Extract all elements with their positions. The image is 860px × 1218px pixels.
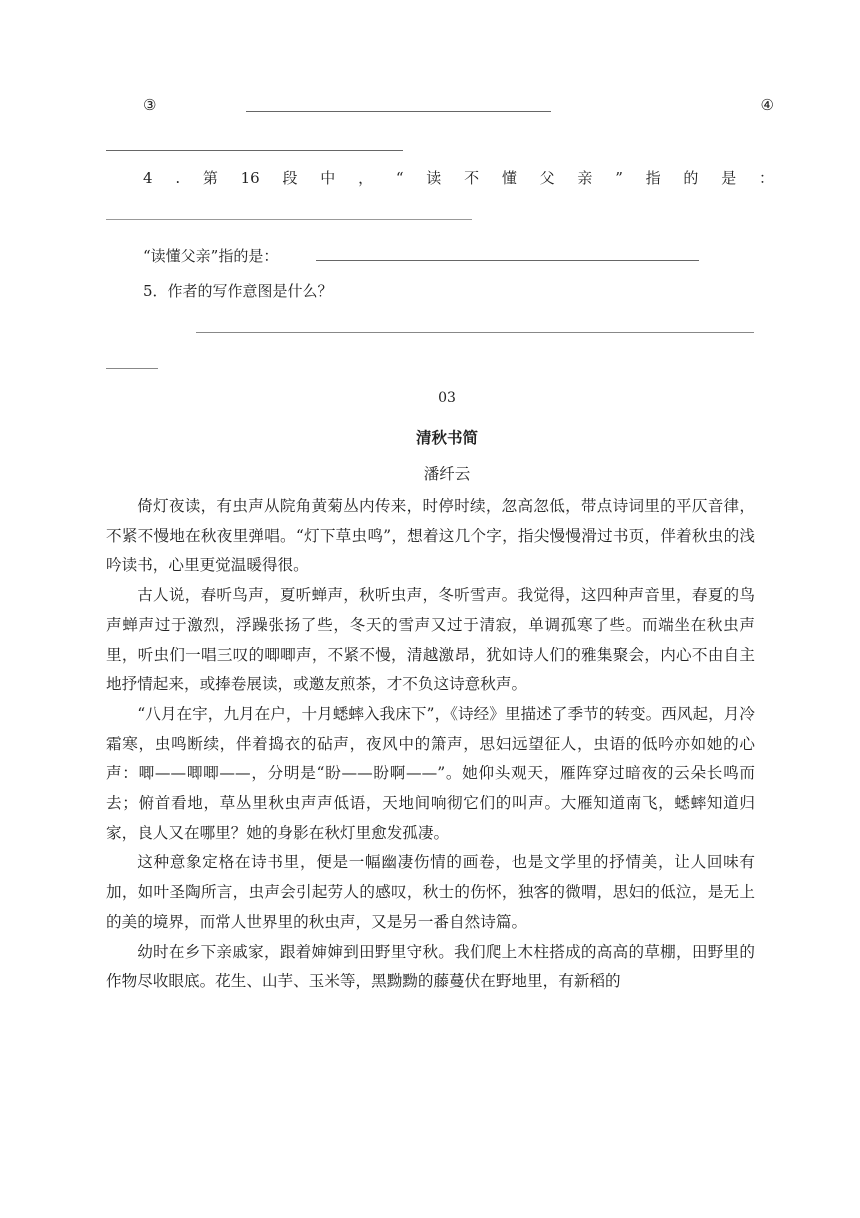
question-4-char: 段 [282,169,298,187]
answer-blank-q5b [106,368,158,369]
question-4-char: 第 [202,169,218,187]
article-paragraph: 幼时在乡下亲戚家，跟着婶婶到田野里守秋。我们爬上木柱搭成的高高的草棚，田野里的作物尽收眼底。花生、山芋、玉米等，黑黝黝的藤蔓伏在野地里，有新稻的 [106,942,755,991]
question-5: 5．作者的写作意图是什么？ [143,282,333,300]
article-title: 清秋书简 [415,428,478,447]
question-4-char: 4 [143,169,153,187]
question-4-char: 指 [645,169,661,187]
article-number: 03 [438,390,456,406]
answer-blank-3 [246,111,551,112]
question-4-char: ” [615,169,623,187]
question-4-char: 中 [320,169,336,187]
answer-blank-q4b [316,260,699,261]
question-4-char: 16 [240,169,260,187]
answer-blank-4 [106,150,403,151]
answer-blank-q5a [196,332,754,333]
answer-blank-q4a [106,219,472,220]
question-4-char: 亲 [577,169,593,187]
article-paragraph: “八月在宇，九月在户，十月蟋蟀入我床下”，《诗经》里描述了季节的转变。西风起，月冷霜寒，虫鸣断续，伴着捣衣的砧声，夜风中的箫声，思妇远望征人，虫语的低吟亦如她的心声：唧——唧唧——，分明是“盼——盼啊——”。她仰头观天，雁阵穿过暗夜的云朵长鸣而去；俯首看地，草丛里秋虫声声低语，天地间响彻它们的叫声。大雁知道南飞，蟋蟀知道归家，良人又在哪里？她的身影在秋灯里愈发孤凄。 [106,704,755,842]
question-4-char: ： [758,169,774,187]
question-4-char: ， [358,169,374,187]
circled-marker-4: ④ [760,96,774,114]
circled-marker-3: ③ [143,96,157,114]
question-4 [143,168,774,188]
article-paragraph: 倚灯夜读，有虫声从院角黄菊丛内传来，时停时续，忽高忽低，带点诗词里的平仄音律，不紧不慢地在秋夜里弹唱。“灯下草虫鸣”，想着这几个字，指尖慢慢滑过书页，伴着秋虫的浅吟读书，心里更觉温暖得很。 [106,497,755,575]
article-author: 潘纤云 [423,465,471,483]
question-4-char: 不 [464,169,480,187]
article-paragraph: 这种意象定格在诗书里，便是一幅幽凄伤情的画卷，也是文学里的抒情美，让人回味有加，如叶圣陶所言，虫声会引起劳人的感叹，秋士的伤怀，独客的微喟，思妇的低泣，是无上的美的境界，而常人世界里的秋虫声，又是另一番自然诗篇。 [106,853,755,931]
question-4-char: . [175,169,181,187]
question-4-char: 是 [721,169,737,187]
question-4-char: 懂 [501,169,517,187]
question-4-char: 读 [426,169,442,187]
article-body [106,492,755,997]
article-paragraph: 古人说，春听鸟声，夏听蝉声，秋听虫声，冬听雪声。我觉得，这四种声音里，春夏的鸟声蝉声过于激烈，浮躁张扬了些，冬天的雪声又过于清寂，单调孤寒了些。而端坐在秋虫声里，听虫们一唱三叹的唧唧声，不紧不慢，清越激昂，犹如诗人们的雅集聚会，内心不由自主地抒情起来，或捧卷展读，或邀友煎茶，才不负这诗意秋声。 [106,586,755,694]
question-4-char: “ [395,169,404,187]
question-4-second-prompt: “读懂父亲”指的是： [143,247,279,265]
question-4-char: 父 [539,169,555,187]
question-4-char: 的 [683,169,699,187]
